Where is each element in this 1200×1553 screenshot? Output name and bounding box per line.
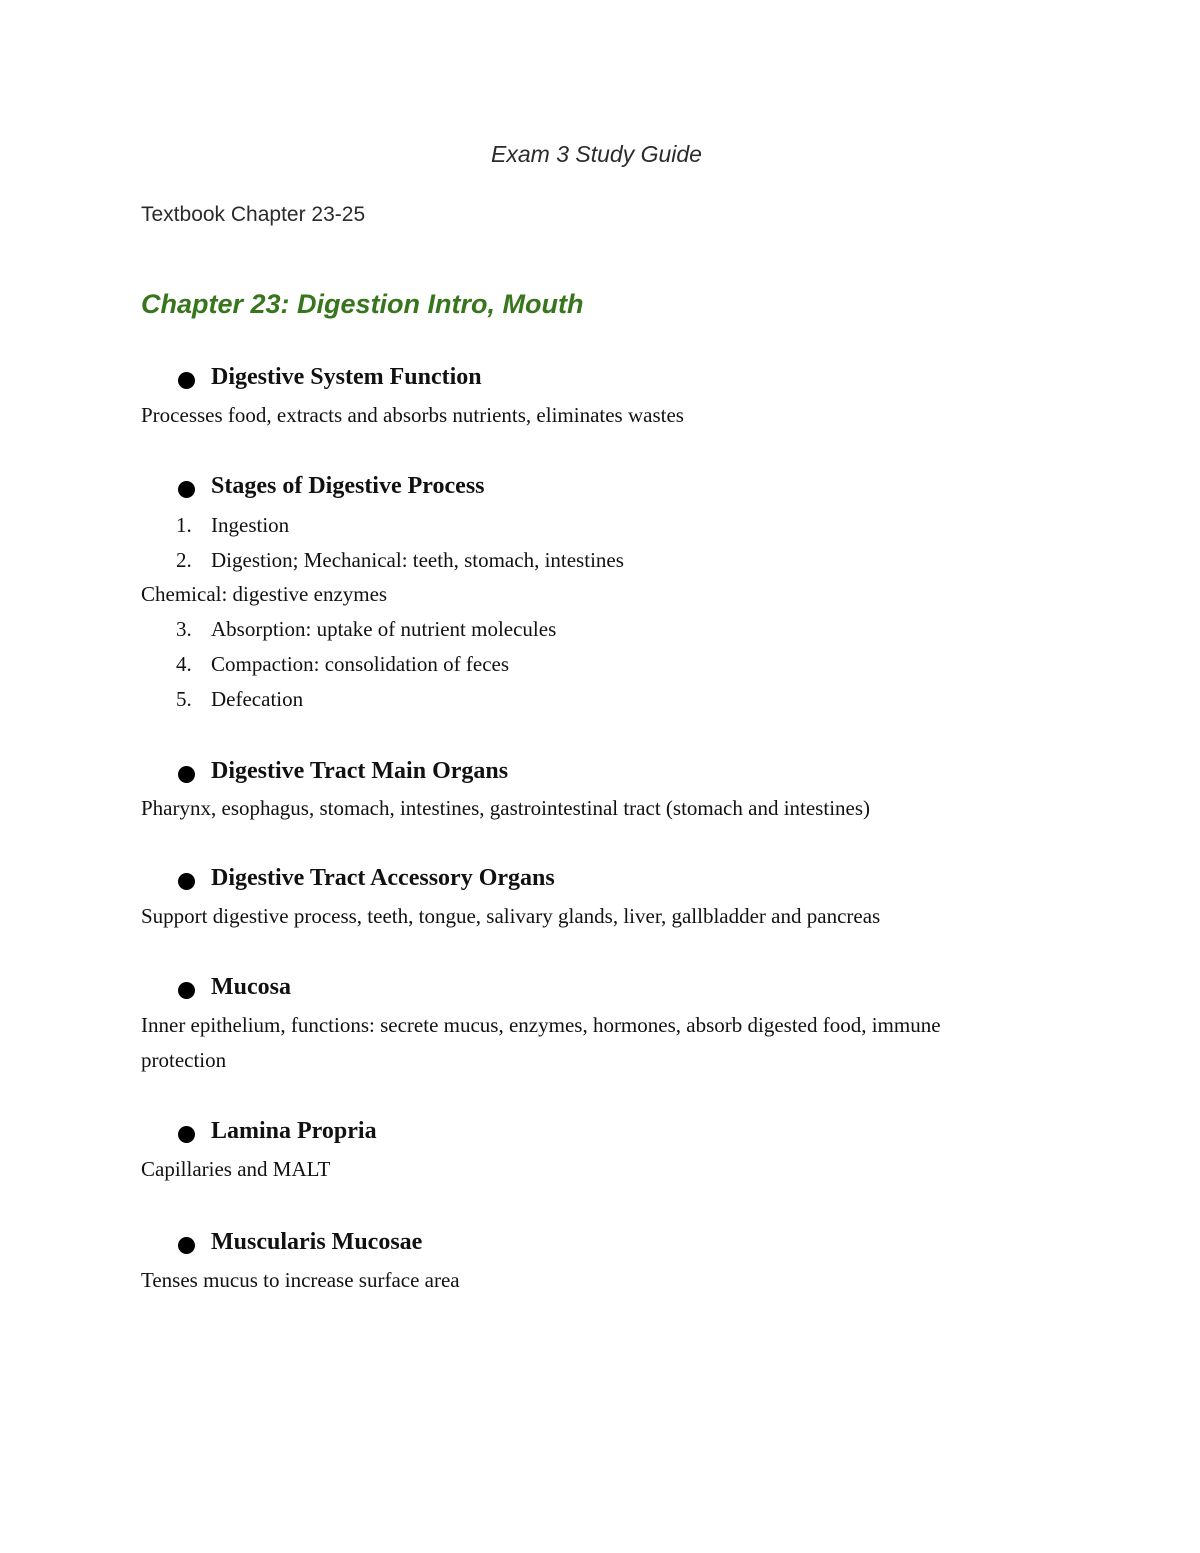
list-item: Defecation bbox=[211, 687, 304, 711]
section-heading: Stages of Digestive Process bbox=[211, 473, 485, 499]
bullet-icon bbox=[178, 766, 195, 783]
section-heading: Digestive Tract Accessory Organs bbox=[211, 865, 555, 891]
document-title: Exam 3 Study Guide bbox=[491, 141, 702, 167]
bullet-icon bbox=[178, 873, 195, 890]
section-body: Processes food, extracts and absorbs nutrients, eliminates wastes bbox=[141, 403, 684, 427]
bullet-icon bbox=[178, 481, 195, 498]
section-body: Capillaries and MALT bbox=[141, 1157, 331, 1181]
list-number: 1. bbox=[176, 513, 192, 537]
section-heading: Muscularis Mucosae bbox=[211, 1229, 423, 1255]
list-item: Compaction: consolidation of feces bbox=[211, 652, 510, 676]
section-heading: Mucosa bbox=[211, 974, 291, 1000]
list-number: 2. bbox=[176, 548, 192, 572]
section-heading: Digestive System Function bbox=[211, 364, 482, 390]
bullet-icon bbox=[178, 982, 195, 999]
chapter-heading: Chapter 23: Digestion Intro, Mouth bbox=[141, 289, 584, 319]
section-body: Inner epithelium, functions: secrete mucus, enzymes, hormones, absorb digested food, immune bbox=[141, 1013, 941, 1037]
section-heading: Digestive Tract Main Organs bbox=[211, 758, 509, 784]
bullet-icon bbox=[178, 1237, 195, 1254]
list-continuation: Chemical: digestive enzymes bbox=[141, 582, 388, 606]
list-item: Ingestion bbox=[211, 513, 290, 537]
list-number: 5. bbox=[176, 687, 192, 711]
list-item: Digestion; Mechanical: teeth, stomach, intestines bbox=[211, 548, 624, 572]
section-body: protection bbox=[141, 1048, 227, 1072]
bullet-icon bbox=[178, 1126, 195, 1143]
list-item: Absorption: uptake of nutrient molecules bbox=[211, 617, 557, 641]
list-number: 4. bbox=[176, 652, 192, 676]
section-heading: Lamina Propria bbox=[211, 1118, 377, 1144]
document-subtitle: Textbook Chapter 23-25 bbox=[141, 203, 366, 226]
list-number: 3. bbox=[176, 617, 192, 641]
section-body: Pharynx, esophagus, stomach, intestines, gastrointestinal tract (stomach and intestines) bbox=[141, 796, 871, 820]
bullet-icon bbox=[178, 372, 195, 389]
section-body: Tenses mucus to increase surface area bbox=[141, 1268, 460, 1292]
section-body: Support digestive process, teeth, tongue, salivary glands, liver, gallbladder and pancreas bbox=[141, 904, 881, 928]
